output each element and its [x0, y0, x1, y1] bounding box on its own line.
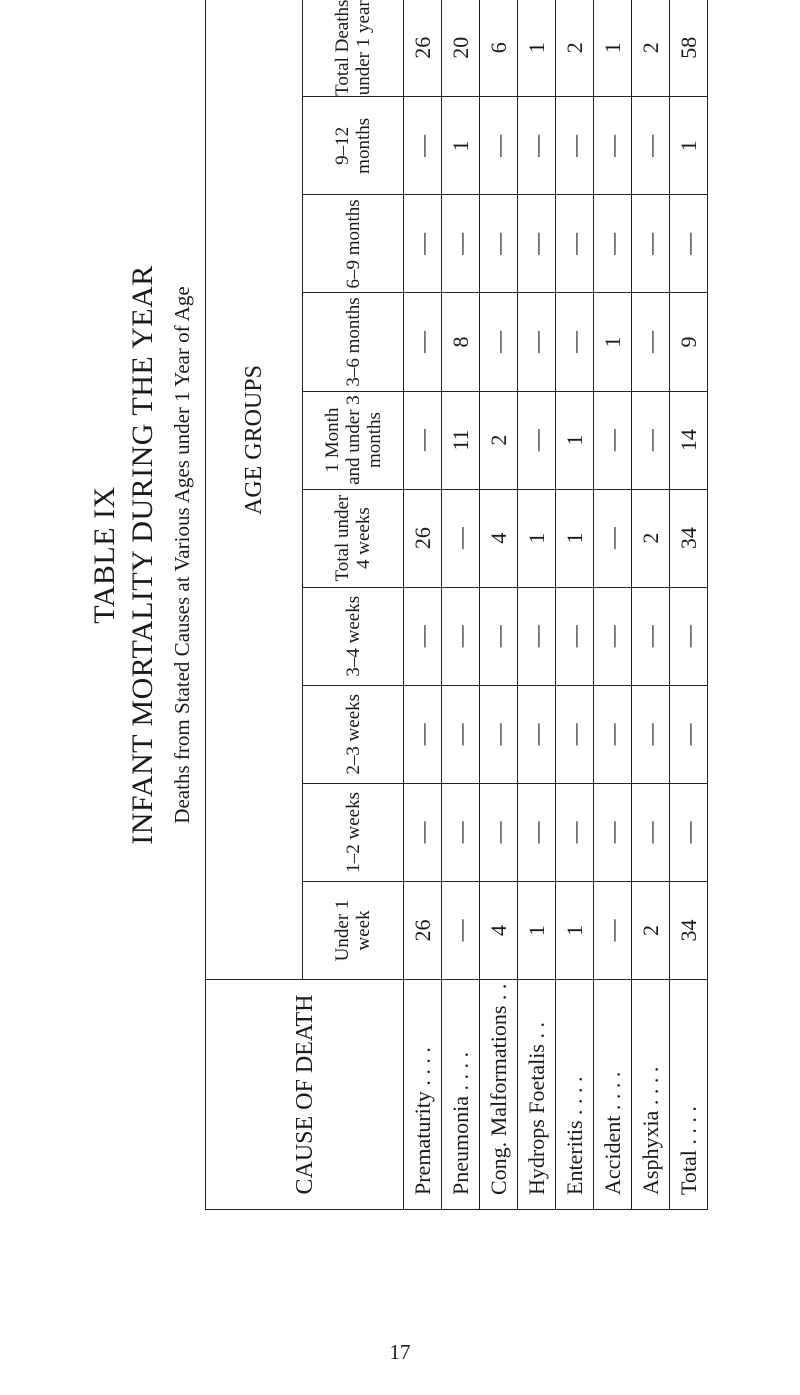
rotated-table-page — [40, 0, 700, 1210]
value-cell: 8 — [442, 293, 480, 391]
value-cell: 2 — [556, 0, 594, 97]
value-cell: — — [518, 195, 556, 293]
cause-cell: Prematurity . . . . — [404, 980, 442, 1210]
value-cell: — — [556, 587, 594, 685]
value-cell: — — [442, 587, 480, 685]
value-cell: 58 — [670, 0, 708, 97]
table-row — [556, 0, 594, 1210]
value-cell: 4 — [480, 489, 518, 587]
value-cell: — — [632, 391, 670, 489]
table-row — [518, 0, 556, 1210]
page-number: 17 — [389, 1340, 411, 1364]
value-cell: 34 — [670, 881, 708, 979]
value-cell: 1 — [518, 0, 556, 97]
column-header: Under 1 week — [303, 881, 404, 979]
value-cell: 1 — [670, 97, 708, 195]
value-cell: 1 — [556, 391, 594, 489]
value-cell: — — [670, 195, 708, 293]
value-cell: — — [556, 685, 594, 783]
value-cell: — — [594, 881, 632, 979]
value-cell: — — [594, 685, 632, 783]
cause-cell: Enteritis . . . . — [556, 980, 594, 1210]
value-cell: 26 — [404, 881, 442, 979]
value-cell: 34 — [670, 489, 708, 587]
cause-cell: Asphyxia . . . . — [632, 980, 670, 1210]
value-cell: — — [632, 97, 670, 195]
cause-cell: Total . . . . — [670, 980, 708, 1210]
column-header: Total Deaths under 1 year — [303, 0, 404, 97]
value-cell: — — [670, 783, 708, 881]
value-cell: — — [404, 293, 442, 391]
value-cell: — — [404, 195, 442, 293]
value-cell: — — [404, 685, 442, 783]
value-cell: 26 — [404, 489, 442, 587]
value-cell: 6 — [480, 0, 518, 97]
column-header: 3–4 weeks — [303, 587, 404, 685]
value-cell: 14 — [670, 391, 708, 489]
value-cell: — — [480, 293, 518, 391]
value-cell: — — [594, 783, 632, 881]
value-cell: — — [442, 685, 480, 783]
column-header: 1 Month and under 3 months — [303, 391, 404, 489]
column-header: Total under 4 weeks — [303, 489, 404, 587]
value-cell: — — [442, 881, 480, 979]
column-header: 6–9 months — [303, 195, 404, 293]
value-cell: — — [556, 97, 594, 195]
value-cell: 20 — [442, 0, 480, 97]
value-cell: — — [404, 391, 442, 489]
value-cell: 1 — [594, 0, 632, 97]
value-cell: — — [632, 195, 670, 293]
value-cell: — — [518, 391, 556, 489]
value-cell: 1 — [556, 489, 594, 587]
cause-cell: Cong. Malformations . . — [480, 980, 518, 1210]
cause-cell: Accident . . . . — [594, 980, 632, 1210]
value-cell: 2 — [632, 489, 670, 587]
value-cell: 1 — [518, 881, 556, 979]
value-cell: — — [670, 587, 708, 685]
value-cell: — — [556, 195, 594, 293]
value-cell: — — [670, 685, 708, 783]
value-cell: 1 — [594, 293, 632, 391]
table-body — [404, 0, 708, 1210]
value-cell: — — [632, 783, 670, 881]
value-cell: — — [518, 587, 556, 685]
value-cell: 2 — [632, 0, 670, 97]
value-cell: — — [518, 293, 556, 391]
value-cell: — — [632, 293, 670, 391]
value-cell: — — [594, 489, 632, 587]
age-groups-header: AGE GROUPS — [206, 0, 303, 980]
value-cell: — — [556, 293, 594, 391]
value-cell: 1 — [556, 881, 594, 979]
cause-cell: Hydrops Foetalis . . — [518, 980, 556, 1210]
value-cell: — — [480, 195, 518, 293]
value-cell: 26 — [404, 0, 442, 97]
value-cell: — — [594, 97, 632, 195]
value-cell: — — [480, 685, 518, 783]
value-cell: — — [556, 783, 594, 881]
value-cell: 9 — [670, 293, 708, 391]
value-cell: — — [480, 97, 518, 195]
cause-cell: Pneumonia . . . . — [442, 980, 480, 1210]
value-cell: — — [594, 587, 632, 685]
value-cell: — — [404, 97, 442, 195]
value-cell: — — [480, 783, 518, 881]
value-cell: 1 — [518, 489, 556, 587]
value-cell: 1 — [442, 97, 480, 195]
table-number-heading: TABLE IX — [88, 486, 121, 624]
cause-of-death-header: CAUSE OF DEATH — [206, 980, 404, 1210]
column-header: 3–6 months — [303, 293, 404, 391]
column-header: 2–3 weeks — [303, 685, 404, 783]
value-cell: — — [594, 195, 632, 293]
value-cell: — — [442, 783, 480, 881]
value-cell: — — [404, 587, 442, 685]
value-cell: — — [480, 587, 518, 685]
value-cell: — — [594, 391, 632, 489]
value-cell: — — [518, 783, 556, 881]
table-row — [480, 0, 518, 1210]
table-title: INFANT MORTALITY DURING THE YEAR — [126, 265, 159, 845]
value-cell: 11 — [442, 391, 480, 489]
table-row — [670, 0, 708, 1210]
value-cell: — — [518, 685, 556, 783]
value-cell: — — [442, 195, 480, 293]
column-header: 9–12 months — [303, 97, 404, 195]
value-cell: — — [632, 685, 670, 783]
table-row — [442, 0, 480, 1210]
table-row — [594, 0, 632, 1210]
value-cell: — — [404, 783, 442, 881]
infant-mortality-table — [205, 0, 708, 1210]
value-cell: 2 — [480, 391, 518, 489]
value-cell: 2 — [632, 881, 670, 979]
value-cell: — — [632, 587, 670, 685]
value-cell: — — [442, 489, 480, 587]
value-cell: 4 — [480, 881, 518, 979]
value-cell: — — [518, 97, 556, 195]
table-subtitle: Deaths from Stated Causes at Various Ages under 1 Year of Age — [170, 286, 194, 824]
table-row — [632, 0, 670, 1210]
table-row — [404, 0, 442, 1210]
column-header: 1–2 weeks — [303, 783, 404, 881]
